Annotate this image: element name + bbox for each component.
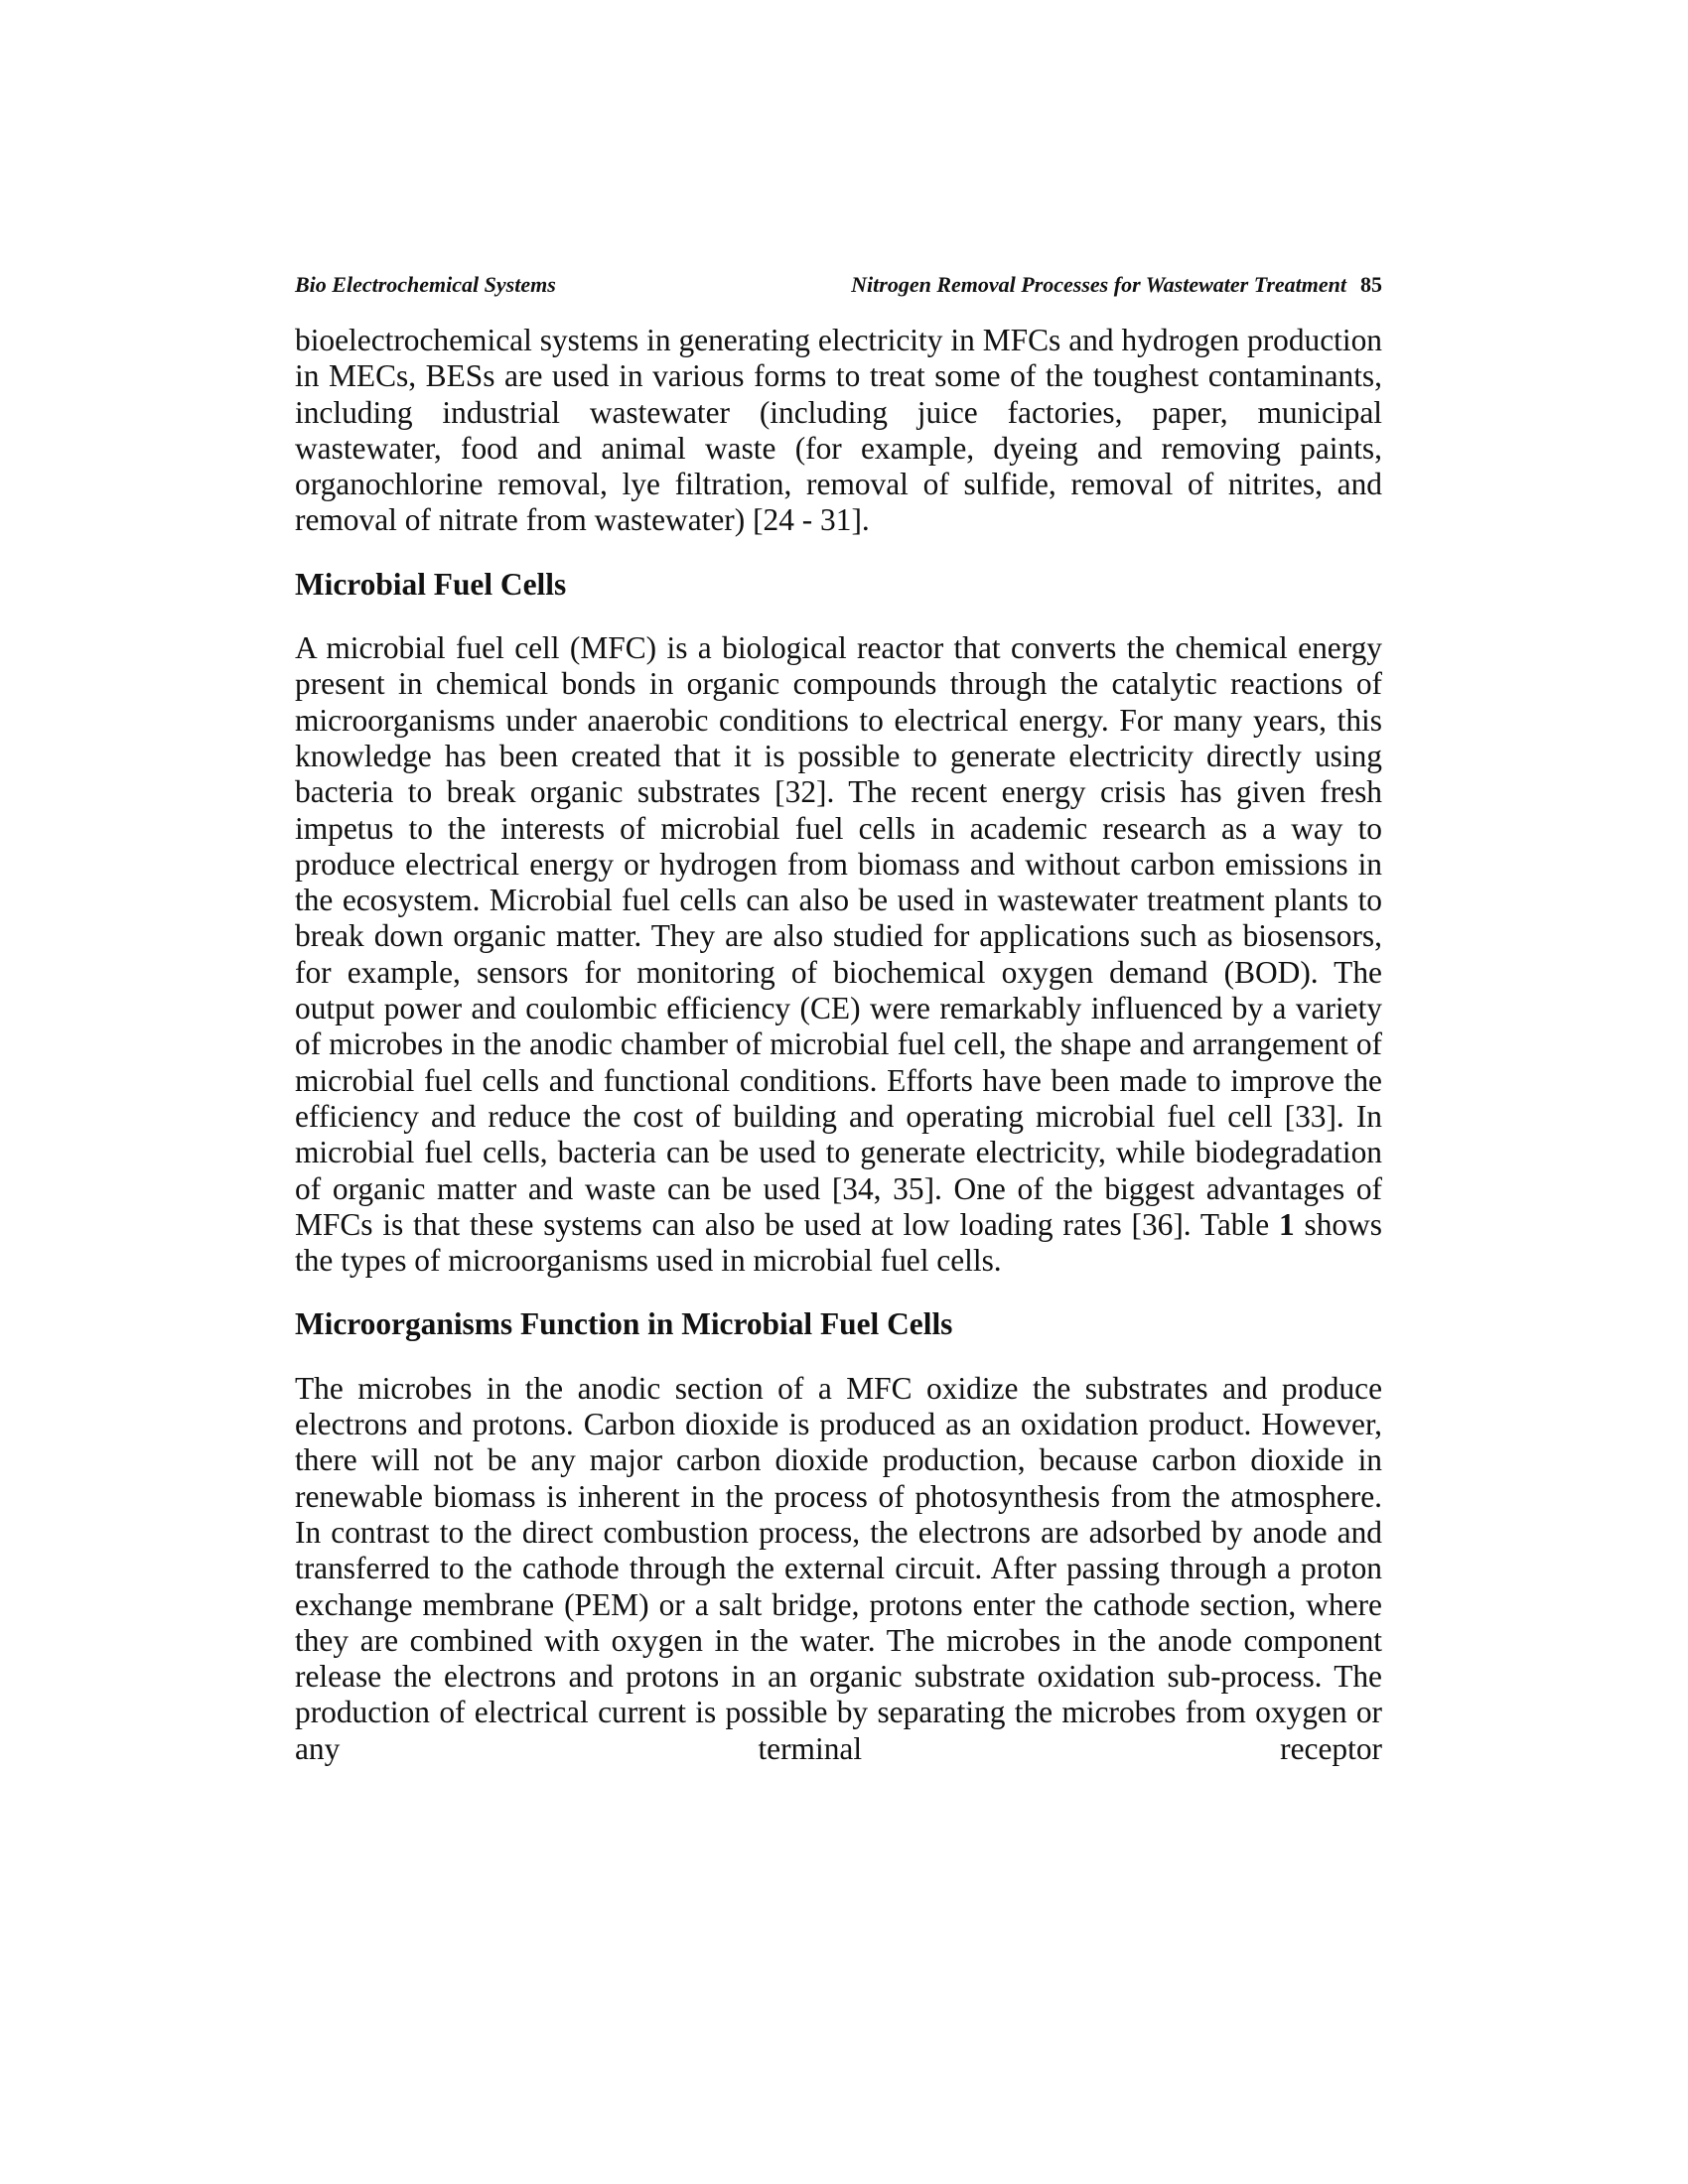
table-reference: 1 [1278, 1206, 1295, 1242]
section-heading-microbial-fuel-cells: Microbial Fuel Cells [295, 566, 567, 602]
running-header [295, 270, 1382, 300]
page-number: 85 [1360, 272, 1382, 297]
microorganisms-paragraph: The microbes in the anodic section of a MFC oxidize the substrates and produce electrons and protons. Carbon dioxide is produced as an oxidation product. However, there will not be any major carbon dioxide production, because carbon dioxide in renewable biomass is inherent in the process of photosynthesis from the atmosphere. In contrast to the direct combustion process, the electrons are adsorbed by anode and transferred to the cathode through the external circuit. After passing through a proton exchange membrane (PEM) or a salt bridge, protons enter the cathode section, where they are combined with oxygen in the water. The microbes in the anode component release the electrons and protons in an organic substrate oxidation sub-process. The production of electrical current is possible by separating the microbes from oxygen or any terminal receptor [295, 1370, 1382, 1766]
intro-paragraph: bioelectrochemical systems in generating electricity in MFCs and hydrogen production in MECs, BESs are used in various forms to treat some of the toughest contaminants, including industrial wastewater (including juice factories, paper, municipal wastewater, food and animal waste (for example, dyeing and removing paints, organochlorine removal, lye filtration, removal of sulfide, removal of nitrites, and removal of nitrate from wastewater) [24 - 31]. [295, 323, 1382, 538]
mfc-paragraph [295, 630, 1382, 1279]
section-heading-microorganisms-function: Microorganisms Function in Microbial Fuel Cells [295, 1306, 953, 1342]
running-header-book-title: Bio Electrochemical Systems [295, 272, 556, 297]
running-header-chapter [851, 270, 1382, 300]
running-header-chapter-title: Nitrogen Removal Processes for Wastewater Treatment [851, 272, 1346, 297]
mfc-paragraph-text-1: A microbial fuel cell (MFC) is a biological reactor that converts the chemical energy present in chemical bonds in organic compounds through the catalytic reactions of microorganisms under anaerobic conditions to electrical energy. For many years, this knowledge has been created that it is possible to generate electricity directly using bacteria to break organic substrates [32]. The recent energy crisis has given fresh impetus to the interests of microbial fuel cells in academic research as a way to produce electrical energy or hydrogen from biomass and without carbon emissions in the ecosystem. Microbial fuel cells can also be used in wastewater treatment plants to break down organic matter. They are also studied for applications such as biosensors, for example, sensors for monitoring of biochemical oxygen demand (BOD). The output power and coulombic efficiency (CE) were remarkably influenced by a variety of microbes in the anodic chamber of microbial fuel cell, the shape and arrangement of microbial fuel cells and functional conditions. Efforts have been made to improve the efficiency and reduce the cost of building and operating microbial fuel cell [33]. In microbial fuel cells, bacteria can be used to generate electricity, while biodegradation of organic matter and waste can be used [34, 35]. One of the biggest advantages of MFCs is that these systems can also be used at low loading rates [36]. Table [295, 630, 1382, 1242]
mfc-paragraph-text-2: shows the types of microorganisms used in microbial fuel cells. [295, 1206, 1382, 1279]
page-content [295, 323, 1382, 1767]
